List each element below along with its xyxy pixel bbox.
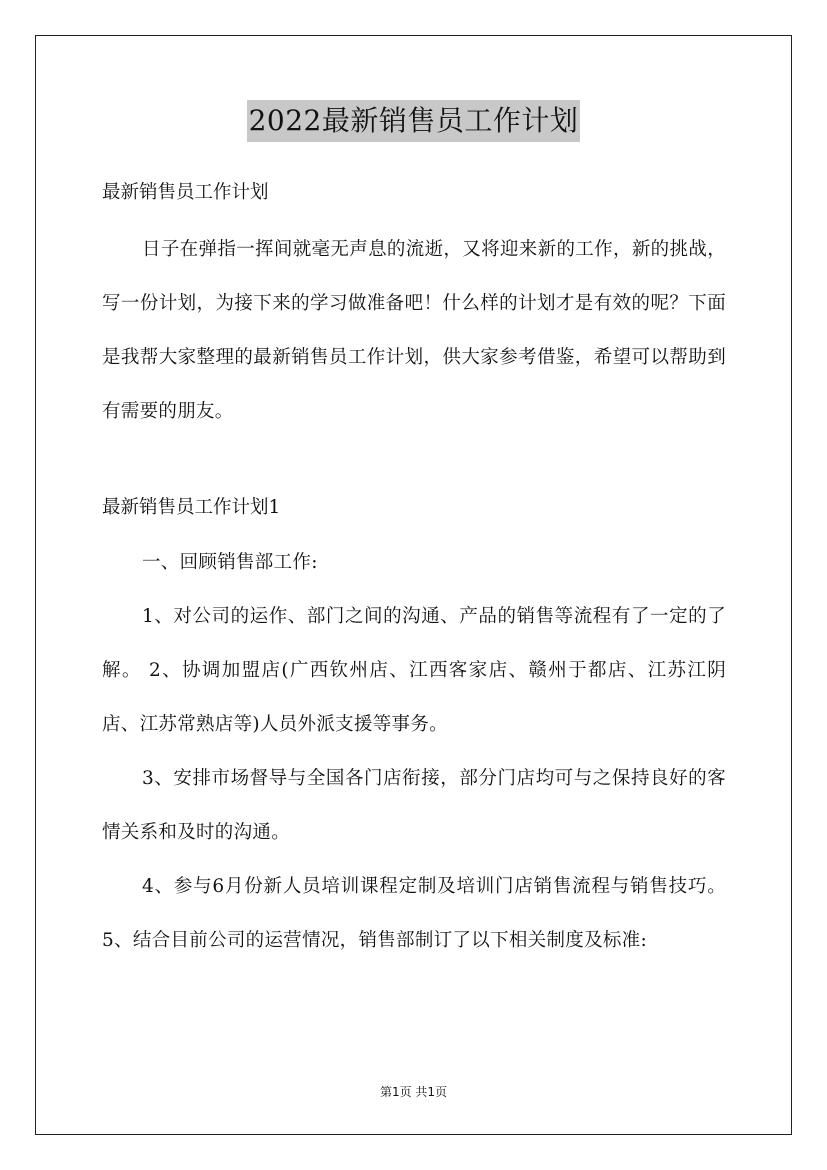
spacer — [102, 439, 726, 487]
page-title: 2022最新销售员工作计划 — [247, 100, 581, 142]
title-block — [0, 100, 827, 142]
document-subtitle: 最新销售员工作计划 — [102, 182, 269, 203]
intro-paragraph: 日子在弹指一挥间就毫无声息的流逝，又将迎来新的工作，新的挑战，写一份计划，为接下来的学习做准备吧！什么样的计划才是有效的呢？下面是我帮大家整理的最新销售员工作计划，供大家参考借鉴，希望可以帮助到有需要的朋友。 — [102, 239, 726, 422]
section-subheading: 一、回顾销售部工作: — [142, 552, 318, 573]
spacer — [102, 213, 726, 223]
list-item: 4、参与6月份新人员培训课程定制及培训门店销售流程与销售技巧。 5、结合目前公司的运营情况，销售部制订了以下相关制度及标准: — [102, 876, 726, 951]
page-footer: 第1页 共1页 — [379, 1085, 448, 1099]
list-item: 1、对公司的运作、部门之间的沟通、产品的销售等流程有了一定的了解。 2、协调加盟店(广西钦州店、江西客家店、赣州于都店、江苏江阴店、江苏常熟店等)人员外派支援等事务。 — [102, 606, 726, 735]
list-item: 3、安排市场督导与全国各门店衔接，部分门店均可与之保持良好的客情关系和及时的沟通。 — [102, 768, 726, 843]
document-body — [102, 172, 726, 968]
section-heading: 最新销售员工作计划1 — [102, 497, 281, 518]
